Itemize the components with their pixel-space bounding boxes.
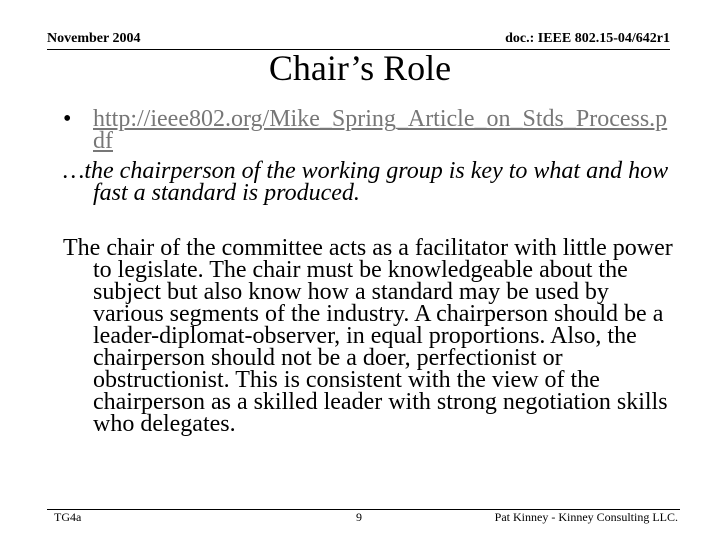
- bullet-icon: •: [63, 106, 72, 132]
- header-doc-id: doc.: IEEE 802.15-04/642r1: [505, 31, 670, 46]
- footer-page-number: 9: [356, 510, 362, 524]
- footer-author: Pat Kinney - Kinney Consulting LLC.: [494, 510, 678, 524]
- slide-title: Chair’s Role: [268, 48, 452, 88]
- body-paragraph: The chair of the committee acts as a facilitator with little power to legislate. The chair must be knowledgeable about the subject but also know how a standard may be used by various segments of the industry. A chairperson should be a leader-diplomat-observer, in equal proportions. Also, the chairperson should not be a doer, perfectionist or obstructionist. This is consistent with the view of the chairperson as a skilled leader with strong negotiation skills who delegates.: [63, 235, 673, 437]
- slide-body: [63, 108, 673, 435]
- quote-text: …the chairperson of the working group is key to what and how fast a standard is produced.: [63, 158, 669, 206]
- bullet-item: [63, 108, 673, 152]
- article-link[interactable]: http://ieee802.org/Mike_Spring_Article_on_Stds_Process.pdf: [93, 106, 668, 154]
- footer-group: TG4a: [54, 510, 82, 524]
- header-date: November 2004: [47, 31, 141, 46]
